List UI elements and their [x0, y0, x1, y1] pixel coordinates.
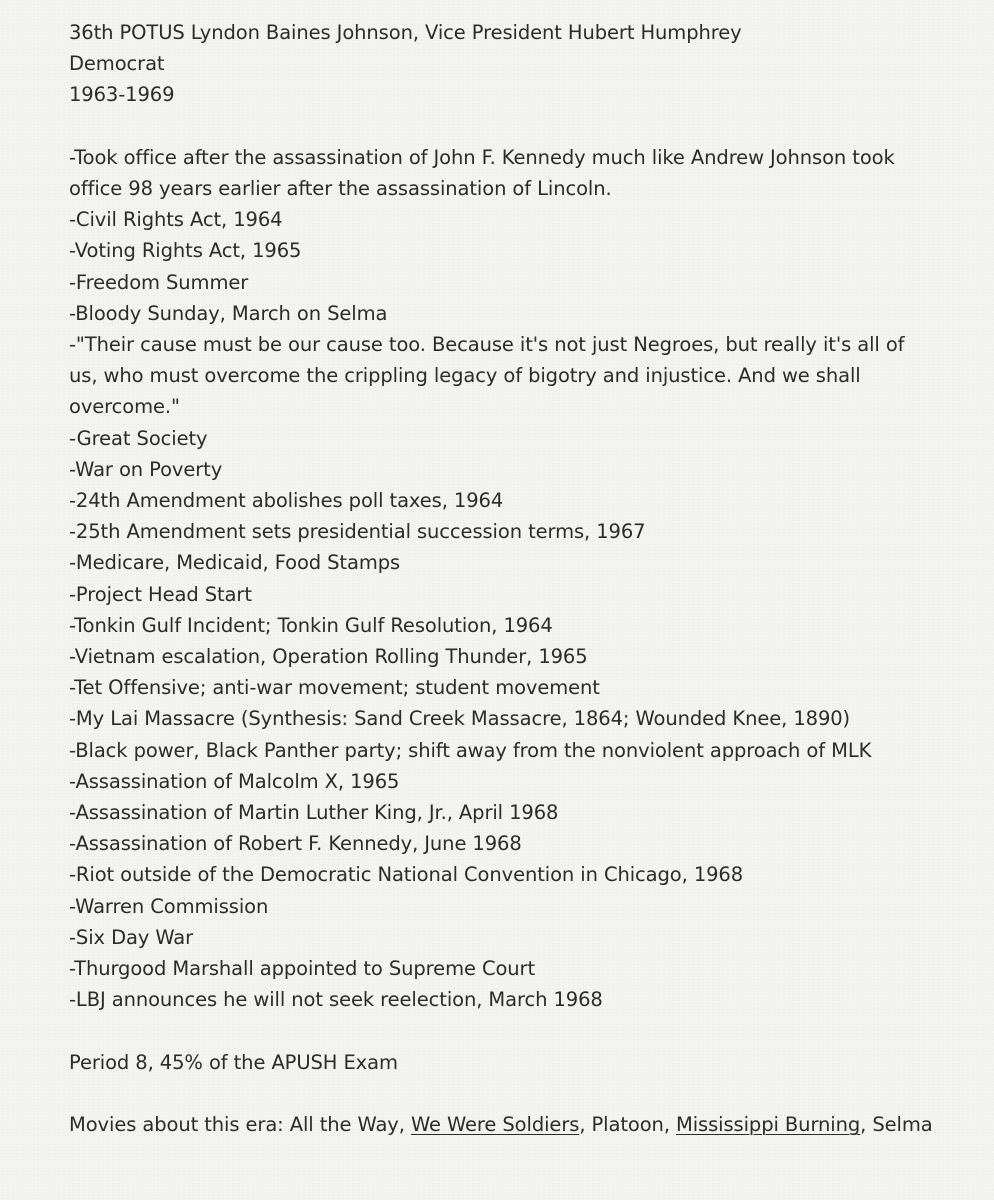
- movie-separator: ,: [663, 1113, 677, 1137]
- note-body: [69, 17, 969, 1140]
- event-item: -Voting Rights Act, 1965: [69, 239, 302, 263]
- movies-prefix: Movies about this era:: [69, 1113, 290, 1137]
- event-item: -Assassination of Martin Luther King, Jr., April 1968: [69, 801, 559, 825]
- event-item: -"Their cause must be our cause too. Because it's not just Negroes, but really it's all of us, who must overcome the crippling legacy of bigotry and injustice. And we shall overcome.": [69, 333, 905, 419]
- event-item: -My Lai Massacre (Synthesis: Sand Creek Massacre, 1864; Wounded Knee, 1890): [69, 707, 851, 731]
- movie-title: All the Way: [289, 1113, 399, 1137]
- movie-title: Selma: [872, 1113, 933, 1137]
- movie-title: Mississippi Burning: [676, 1113, 861, 1137]
- event-item: -Assassination of Malcolm X, 1965: [69, 769, 400, 793]
- event-item: -Freedom Summer: [69, 270, 249, 294]
- event-item: -24th Amendment abolishes poll taxes, 1964: [69, 489, 504, 513]
- event-item: -Riot outside of the Democratic National Convention in Chicago, 1968: [69, 863, 744, 887]
- event-item: -Took office after the assassination of John F. Kennedy much like Andrew Johnson took office 98 years earlier after the assassination of Lincoln.: [69, 145, 895, 200]
- event-item: -War on Poverty: [69, 457, 223, 481]
- event-item: -Black power, Black Panther party; shift away from the nonviolent approach of MLK: [69, 738, 872, 762]
- event-item: -Civil Rights Act, 1964: [69, 208, 283, 232]
- movie-list: [290, 1113, 933, 1136]
- movie-title: Platoon: [591, 1113, 664, 1137]
- blank-line: [69, 1078, 969, 1109]
- event-item: -25th Amendment sets presidential succession terms, 1967: [69, 520, 646, 544]
- blank-line: [69, 111, 969, 142]
- event-item: -Warren Commission: [69, 894, 269, 918]
- event-item: -Project Head Start: [69, 582, 252, 606]
- event-item: -Tonkin Gulf Incident; Tonkin Gulf Resolution, 1964: [69, 613, 553, 637]
- event-item: -Medicare, Medicaid, Food Stamps: [69, 551, 401, 575]
- event-item: -Assassination of Robert F. Kennedy, June 1968: [69, 832, 522, 856]
- period-note: Period 8, 45% of the APUSH Exam: [69, 1050, 398, 1074]
- event-item: -Thurgood Marshall appointed to Supreme Court: [69, 957, 536, 981]
- movies-line: [69, 1109, 934, 1140]
- movie-separator: ,: [398, 1113, 411, 1137]
- blank-line: [69, 1015, 969, 1046]
- movie-separator: ,: [579, 1113, 592, 1137]
- party-label: Democrat: [69, 52, 165, 76]
- president-title: 36th POTUS Lyndon Baines Johnson, Vice President Hubert Humphrey: [69, 21, 742, 44]
- movie-separator: ,: [860, 1113, 873, 1137]
- event-item: -Vietnam escalation, Operation Rolling Thunder, 1965: [69, 645, 588, 669]
- event-item: -LBJ announces he will not seek reelection, March 1968: [69, 988, 603, 1012]
- event-item: -Tet Offensive; anti-war movement; student movement: [69, 676, 600, 700]
- term-years: 1963-1969: [69, 83, 175, 107]
- event-item: -Great Society: [69, 426, 208, 450]
- event-item: -Bloody Sunday, March on Selma: [69, 301, 388, 325]
- event-list: [69, 142, 969, 1016]
- movie-title: We Were Soldiers: [410, 1113, 580, 1137]
- event-item: -Six Day War: [69, 925, 194, 949]
